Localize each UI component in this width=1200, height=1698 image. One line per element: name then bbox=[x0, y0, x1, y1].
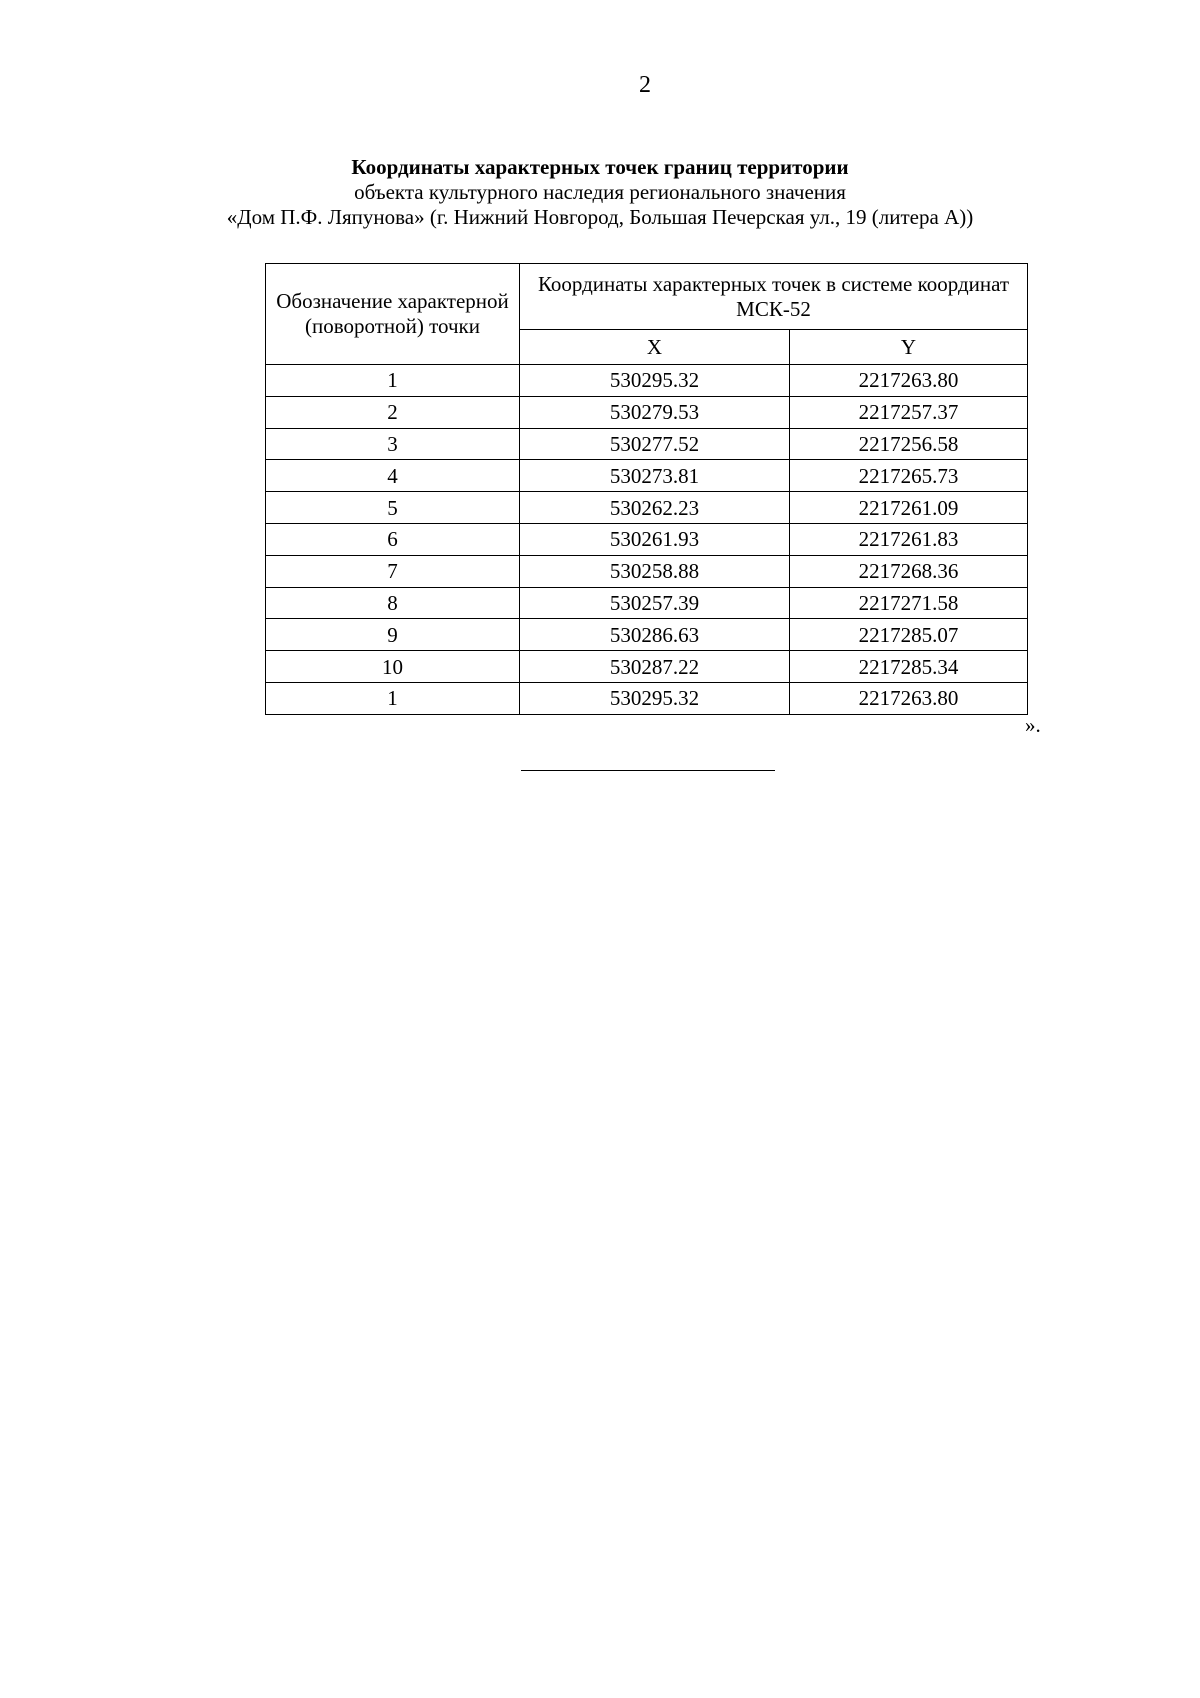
table-row bbox=[266, 460, 1028, 492]
table-row bbox=[266, 428, 1028, 460]
x-coordinate-cell: 530279.53 bbox=[520, 396, 790, 428]
y-coordinate-cell: 2217268.36 bbox=[790, 555, 1028, 587]
point-cell: 9 bbox=[266, 619, 520, 651]
table-row bbox=[266, 682, 1028, 714]
point-cell: 8 bbox=[266, 587, 520, 619]
header-y: Y bbox=[790, 330, 1028, 365]
x-coordinate-cell: 530287.22 bbox=[520, 651, 790, 683]
heading-subtitle: объекта культурного наследия регионального значения bbox=[354, 180, 846, 204]
point-cell: 1 bbox=[266, 682, 520, 714]
point-cell: 6 bbox=[266, 523, 520, 555]
point-cell: 2 bbox=[266, 396, 520, 428]
x-coordinate-cell: 530277.52 bbox=[520, 428, 790, 460]
x-coordinate-cell: 530286.63 bbox=[520, 619, 790, 651]
x-coordinate-cell: 530295.32 bbox=[520, 365, 790, 397]
table-row bbox=[266, 619, 1028, 651]
point-cell: 4 bbox=[266, 460, 520, 492]
y-coordinate-cell: 2217263.80 bbox=[790, 682, 1028, 714]
coordinates-table bbox=[265, 263, 1028, 715]
page-number: 2 bbox=[639, 72, 651, 98]
header-coordinates: Координаты характерных точек в системе координат МСК-52 bbox=[520, 264, 1028, 330]
x-coordinate-cell: 530262.23 bbox=[520, 492, 790, 524]
point-cell: 1 bbox=[266, 365, 520, 397]
y-coordinate-cell: 2217285.07 bbox=[790, 619, 1028, 651]
document-heading bbox=[0, 155, 1200, 230]
x-coordinate-cell: 530261.93 bbox=[520, 523, 790, 555]
table-row bbox=[266, 492, 1028, 524]
table-row bbox=[266, 587, 1028, 619]
table-row bbox=[266, 396, 1028, 428]
x-coordinate-cell: 530295.32 bbox=[520, 682, 790, 714]
y-coordinate-cell: 2217261.09 bbox=[790, 492, 1028, 524]
point-cell: 3 bbox=[266, 428, 520, 460]
point-cell: 10 bbox=[266, 651, 520, 683]
closing-quote-mark: ». bbox=[1025, 713, 1041, 737]
table-row bbox=[266, 555, 1028, 587]
header-point-designation: Обозначение характерной (поворотной) точки bbox=[266, 264, 520, 365]
y-coordinate-cell: 2217256.58 bbox=[790, 428, 1028, 460]
table-row bbox=[266, 651, 1028, 683]
y-coordinate-cell: 2217257.37 bbox=[790, 396, 1028, 428]
heading-object-name: «Дом П.Ф. Ляпунова» (г. Нижний Новгород, Большая Печерская ул., 19 (литера А)) bbox=[226, 205, 974, 229]
table-row bbox=[266, 365, 1028, 397]
heading-title: Координаты характерных точек границ территории bbox=[351, 155, 849, 179]
y-coordinate-cell: 2217263.80 bbox=[790, 365, 1028, 397]
y-coordinate-cell: 2217271.58 bbox=[790, 587, 1028, 619]
x-coordinate-cell: 530258.88 bbox=[520, 555, 790, 587]
x-coordinate-cell: 530257.39 bbox=[520, 587, 790, 619]
header-x: X bbox=[520, 330, 790, 365]
y-coordinate-cell: 2217261.83 bbox=[790, 523, 1028, 555]
table-body bbox=[266, 365, 1028, 715]
table-row bbox=[266, 523, 1028, 555]
y-coordinate-cell: 2217285.34 bbox=[790, 651, 1028, 683]
x-coordinate-cell: 530273.81 bbox=[520, 460, 790, 492]
point-cell: 5 bbox=[266, 492, 520, 524]
separator-line bbox=[521, 770, 775, 771]
point-cell: 7 bbox=[266, 555, 520, 587]
y-coordinate-cell: 2217265.73 bbox=[790, 460, 1028, 492]
